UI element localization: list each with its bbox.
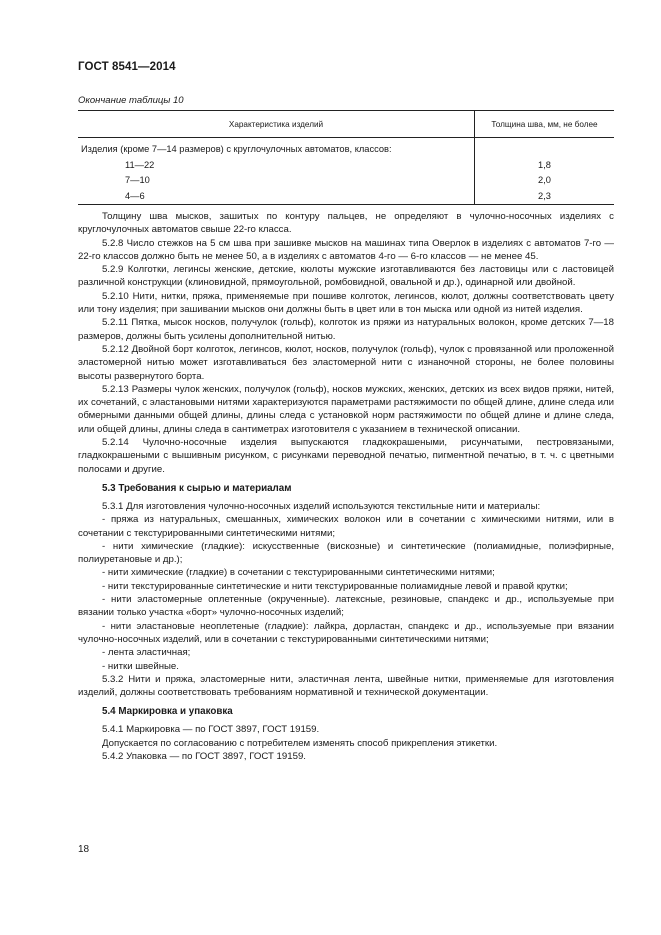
column-header-characteristic: Характеристика изделий	[78, 111, 475, 138]
table-row	[78, 188, 614, 204]
class-cell: 4—6	[78, 188, 475, 204]
thickness-cell: 1,8	[538, 159, 551, 170]
class-cell: 7—10	[78, 173, 475, 189]
paragraph-5-2-12: 5.2.12 Двойной борт колготок, легинсов, кюлот, носков, получулок (гольф), чулок с провязанной или проложенной эластомерной нитью может изготавливаться без эластомерной нити с изнаночной стороны, не более половины высоты развернутого борта.	[78, 343, 614, 382]
paragraph: Толщину шва мысков, зашитых по контуру пальцев, не определяют в чулочно-носочных изделиях с круглочулочных автоматов свыше 22-го класса.	[78, 211, 614, 236]
paragraph-5-2-14: 5.2.14 Чулочно-носочные изделия выпускаются гладкокрашеными, рисунчатыми, пестровязаными, гладкокрашеными с вышивным рисунком, с рисунками переводной печатью, пигментной печатью, в т. ч. с цветными полосами и другие.	[78, 437, 614, 475]
list-item: - нити химические (гладкие) в сочетании с текстурированными синтетическими нитями;	[102, 567, 495, 579]
table-row	[78, 157, 614, 173]
list-item: - нити химические (гладкие): искусственные (вискозные) и синтетические (полиамидные, полиэфирные, полиуретановые и др.);	[78, 540, 614, 566]
list-item: - нити эластомерные оплетенные (окрученные). латексные, резиновые, спандекс и др., используемые при вязании только участка «борт» чулочно-носочных изделий;	[78, 594, 614, 619]
list-item: - нити эластановые неоплетеные (гладкие): лайкра, дорластан, спандекс и др., используемые при вязании чулочно-носочных изделий, или в сочетании с текстурированными синтетическими нитями;	[78, 620, 614, 645]
thickness-cell: 2,0	[538, 175, 551, 186]
document-header: ГОСТ 8541—2014	[78, 61, 176, 73]
list-item: - лента эластичная;	[102, 647, 191, 659]
section-heading-5-4: 5.4 Маркировка и упаковка	[102, 706, 233, 718]
paragraph-5-2-9: 5.2.9 Колготки, легинсы женские, детские, кюлоты мужские изготавливаются без ластовицы или с ластовицей различной конструкции (клиновидной, прямоугольной, ромбовидной, овальной и др.), одинарной или двойной.	[78, 264, 614, 289]
paragraph-5-2-10: 5.2.10 Нити, нитки, пряжа, применяемые при пошиве колготок, легинсов, кюлот, должны соответствовать цвету или тону изделия; при зашивании мысков они должны быть в цвет или в тон мыска или одной из нитей изделия.	[78, 290, 614, 316]
table-header-row	[78, 111, 614, 138]
paragraph: Допускается по согласованию с потребителем изменять способ прикрепления этикетки.	[102, 737, 498, 749]
table-row	[78, 173, 614, 189]
paragraph-5-3-1: 5.3.1 Для изготовления чулочно-носочных изделий используются текстильные нити и материалы:	[102, 500, 541, 512]
paragraph-5-3-2: 5.3.2 Нити и пряжа, эластомерные нити, эластичная лента, швейные нитки, применяемые для изготовления изделий, должны соответствовать требованиям нормативной и технической документации.	[78, 673, 614, 699]
group-label: Изделия (кроме 7—14 размеров) с круглочулочных автоматов, классов:	[78, 138, 475, 158]
paragraph-5-4-2: 5.4.2 Упаковка — по ГОСТ 3897, ГОСТ 19159.	[102, 750, 306, 762]
seam-thickness-table	[78, 110, 614, 205]
section-heading-5-3: 5.3 Требования к сырью и материалам	[102, 482, 292, 494]
column-header-thickness: Толщина шва, мм, не более	[475, 111, 615, 138]
paragraph-5-2-13: 5.2.13 Размеры чулок женских, получулок (гольф), носков мужских, женских, детских из всех видов пряжи, нитей, их сочетаний, с эластановыми нитями характеризуются параметрами растяжимости по общей длине, длине следа или обмерными данными общей длины, длины следа с установкой норм растяжимости по общей длине и длине следа, или общей длины, длины следа в сантиметрах изготовителя с указанием в технической описании.	[78, 383, 614, 435]
document-body	[78, 210, 614, 763]
class-cell: 11—22	[78, 157, 475, 173]
list-item: - пряжа из натуральных, смешанных, химических волокон или в сочетании с химическими нитями, или в сочетании с текстурированными синтетическими нитями;	[78, 514, 614, 539]
table-group-row	[78, 138, 614, 158]
paragraph-5-2-8: 5.2.8 Число стежков на 5 см шва при зашивке мысков на машинах типа Оверлок в изделиях с автоматов 7-го — 22-го классов должно быть не менее 50, а в изделиях с автоматов 4-го — 6-го классов — не менее 45.	[78, 237, 614, 262]
list-item: - нитки швейные.	[102, 660, 179, 672]
thickness-cell: 2,3	[475, 188, 615, 204]
paragraph-5-2-11: 5.2.11 Пятка, мысок носков, получулок (гольф), колготок из пряжи из натуральных волокон, кроме детских 7—18 размеров, должны быть усилены дополнительной нитью.	[78, 317, 614, 342]
paragraph-5-4-1: 5.4.1 Маркировка — по ГОСТ 3897, ГОСТ 19159.	[102, 724, 320, 736]
list-item: - нити текстурированные синтетические и нити текстурированные полиамидные левой и правой крутки;	[102, 580, 568, 592]
page-number: 18	[78, 844, 90, 855]
table-caption: Окончание таблицы 10	[78, 95, 184, 106]
